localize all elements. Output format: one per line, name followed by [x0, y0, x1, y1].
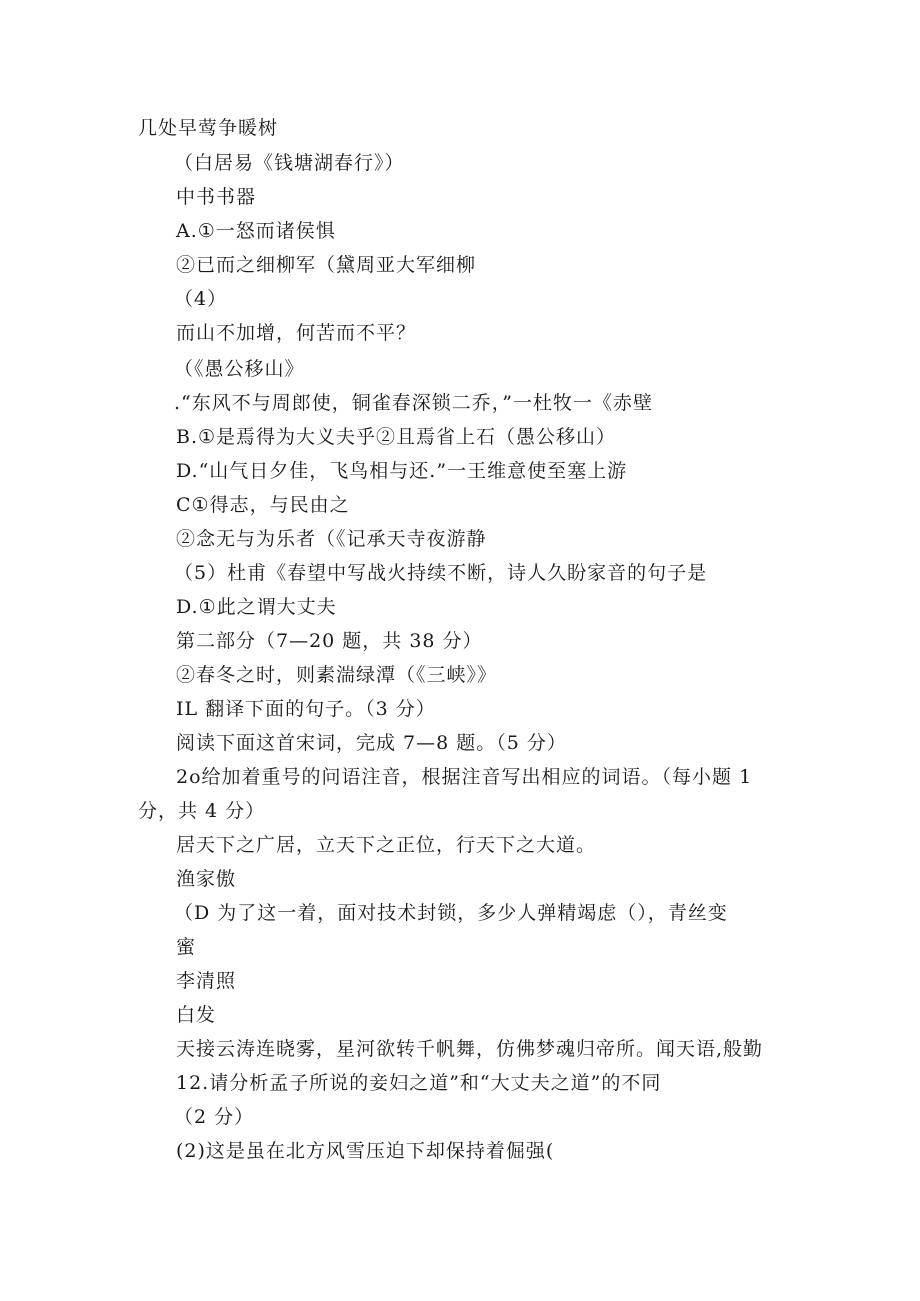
text-line: （5）杜甫《春望中写战火持续不断，诗人久盼家音的句子是 [174, 562, 708, 584]
text-line: 2o给加着重号的问语注音，根据注音写出相应的词语。（每小题 1 [176, 766, 753, 788]
text-line: 蜜 [176, 936, 197, 958]
text-line: 而山不加增，何苦而不平？ [176, 322, 417, 344]
text-line: B.①是焉得为大义夫乎②且焉省上石（愚公移山） [176, 426, 617, 448]
text-line: 居天下之广居，立天下之正位，行天下之大道。 [176, 834, 597, 856]
text-line: （《愚公移山》 [174, 358, 305, 380]
text-line: A.①一怒而诸侯惧 [176, 220, 336, 242]
text-line: （2 分） [174, 1106, 255, 1128]
text-line: 几处早莺争暖树 [138, 117, 279, 139]
text-line: 中书书器 [176, 186, 257, 208]
text-line: （4） [174, 288, 228, 310]
text-line: .“东风不与周郎使，铜雀春深锁二乔，”一杜牧一《赤壁 [174, 392, 653, 414]
text-line: 12.请分析孟子所说的妾妇之道”和“大丈夫之道”的不同 [176, 1072, 662, 1094]
text-line: C①得志，与民由之 [176, 494, 350, 516]
text-line: ②已而之细柳军（黛周亚大军细柳 [176, 254, 477, 276]
text-line: (2)这是虽在北方风雪压迫下却保持着倔强( [176, 1140, 555, 1162]
text-line: （D 为了这一着，面对技术封锁，多少人弹精竭虑（），青丝变 [174, 902, 728, 924]
text-line: D.“山气日夕佳，飞鸟相与还.”一王维意使至塞上游 [176, 460, 628, 482]
text-line: D.①此之谓大丈夫 [176, 596, 337, 618]
text-line: 渔家傲 [176, 868, 237, 890]
text-line: 李清照 [176, 970, 237, 992]
text-line: （白居易《钱塘湖春行》） [174, 152, 405, 174]
text-line: 阅读下面这首宋词，完成 7—8 题。（5 分） [176, 732, 567, 754]
text-line: 分，共 4 分） [138, 800, 266, 822]
text-line: 白发 [176, 1004, 217, 1026]
text-line: IL 翻译下面的句子。（3 分） [176, 698, 436, 720]
text-line: 天接云涛连晓雾，星河欲转千帆舞，仿佛梦魂归帝所。闻天语,般勤 [176, 1038, 764, 1060]
text-line: 第二部分（7—20 题，共 38 分） [176, 630, 483, 652]
text-line: ②春冬之时，则素湍绿潭（《三峡》》 [176, 664, 498, 686]
text-line: ②念无与为乐者（《记承天寺夜游静 [176, 528, 487, 550]
